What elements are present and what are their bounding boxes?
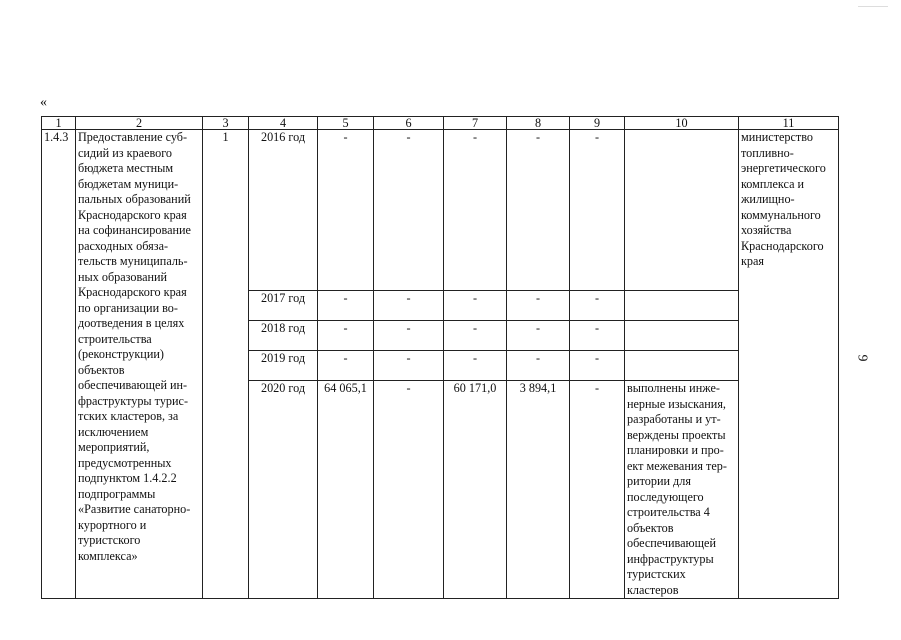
header-cell: 10	[625, 117, 739, 130]
value-cell: -	[318, 130, 374, 291]
header-cell: 4	[249, 117, 318, 130]
value-cell: -	[318, 351, 374, 381]
value-cell: -	[318, 291, 374, 321]
item-col3: 1	[203, 130, 249, 599]
header-cell: 6	[374, 117, 444, 130]
program-table	[41, 116, 839, 599]
value-cell: 60 171,0	[444, 381, 507, 599]
opening-quote-mark: «	[40, 95, 47, 110]
result-cell: выполнены инже-нерные изыскания, разработаны и ут-верждены проекты планировки и про-ект межевания тер-ритории для последующего строительства 4 объектов обеспечивающей инфраструктуры туристских кластеров	[625, 381, 739, 599]
value-cell: -	[444, 321, 507, 351]
header-cell: 5	[318, 117, 374, 130]
header-cell: 7	[444, 117, 507, 130]
result-cell	[625, 351, 739, 381]
value-cell: -	[570, 291, 625, 321]
value-cell: -	[507, 130, 570, 291]
value-cell: -	[318, 321, 374, 351]
value-cell: -	[374, 291, 444, 321]
result-cell	[625, 321, 739, 351]
item-number: 1.4.3	[42, 130, 76, 599]
page-number: 9	[854, 354, 870, 362]
value-cell: -	[570, 321, 625, 351]
value-cell: -	[374, 130, 444, 291]
header-cell: 9	[570, 117, 625, 130]
year-cell: 2020 год	[249, 381, 318, 599]
year-cell: 2017 год	[249, 291, 318, 321]
header-row	[42, 117, 839, 130]
top-edge-line	[858, 6, 888, 7]
value-cell: 3 894,1	[507, 381, 570, 599]
value-cell: -	[507, 291, 570, 321]
value-cell: 64 065,1	[318, 381, 374, 599]
result-cell	[625, 130, 739, 291]
value-cell: -	[570, 130, 625, 291]
value-cell: -	[444, 130, 507, 291]
item-description: Предоставление суб-сидий из краевого бюджета местным бюджетам муници-пальных образований Краснодарского края на софинансирование расходных обяза-тельств муниципаль-ных образований Краснодарского края по организации во-доотведения в целях строительства (реконструкции) объектов обеспечивающей ин-фраструктуры турис-тских кластеров, за исключением мероприятий, предусмотренных подпунктом 1.4.2.2 подпрограммы «Развитие санаторно-курортного и туристского комплекса»	[76, 130, 203, 599]
year-cell: 2016 год	[249, 130, 318, 291]
value-cell: -	[444, 351, 507, 381]
table-row	[42, 130, 839, 291]
value-cell: -	[374, 381, 444, 599]
responsible-cell: министерство топливно-энергетического комплекса и жилищно-коммунального хозяйства Краснодарского края	[739, 130, 839, 599]
header-cell: 8	[507, 117, 570, 130]
value-cell: -	[374, 321, 444, 351]
year-cell: 2019 год	[249, 351, 318, 381]
value-cell: -	[570, 381, 625, 599]
header-cell: 11	[739, 117, 839, 130]
value-cell: -	[507, 351, 570, 381]
header-cell: 3	[203, 117, 249, 130]
year-cell: 2018 год	[249, 321, 318, 351]
header-cell: 1	[42, 117, 76, 130]
value-cell: -	[444, 291, 507, 321]
result-cell	[625, 291, 739, 321]
value-cell: -	[374, 351, 444, 381]
value-cell: -	[507, 321, 570, 351]
value-cell: -	[570, 351, 625, 381]
header-cell: 2	[76, 117, 203, 130]
